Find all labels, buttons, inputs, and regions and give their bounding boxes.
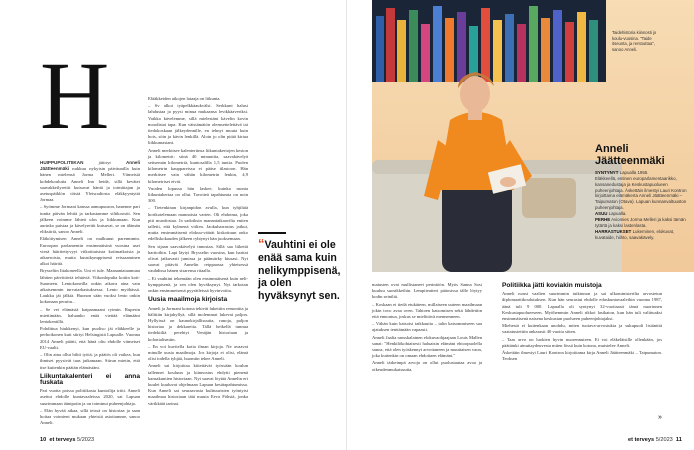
subheading: Politiikka jätti koviakin muistoja: [502, 282, 602, 289]
footer-right: [628, 437, 682, 443]
subheading: Liikuntakalenteri ei anna fuskata: [40, 372, 140, 386]
lead-name: Anneli Jäätteenmäki: [40, 160, 140, 172]
page-spine: [346, 0, 347, 450]
paragraph: Vuoden lopussa hän laskee, kuinka monta liikuntakertaa on ollut. Tavoiteä tapahtumia on noin 300.: [148, 185, 248, 204]
quote-mark-icon: “: [258, 236, 265, 251]
pull-quote: [258, 232, 342, 303]
lead-text: jättiryt: [83, 160, 126, 165]
bio-title: Anneli Jäätteenmäki: [595, 143, 665, 168]
magazine-brand: et terveys: [49, 437, 76, 443]
lead-rest: nukkuu nykyisin päiväunilla kuin hänen mielensä Jorma Melleri. Viimeisiä kohdekoulutta Anneli Inn heidä, sillä kevätet saavakkeilyreitit kutsuvat häntä ja toimittajan ja asetuspäiklön töistä Yleisradiosta eläkkyyntyttä Jormaa.: [40, 166, 140, 203]
page-number: 10: [40, 437, 47, 443]
continue-mark-icon: »: [658, 414, 662, 421]
paragraph: Anneli Jaalia ransskalainen elokuvaohjaajaan Louis Mallen sanat: "Henkilökohtaisesti haluaisin elämäni ehtoopuolella sanoa, että olen työskennyt arvottaneen ja muuttaisen vaon, joka kuitenkin on omaan ehdottaen elämäni.": [372, 334, 482, 359]
paragraph: Anneli sai kirjoittaa kiitettävät työssään koulun tallennet kouluun ja kiinnostus ehdytti pienenä kansakuntien historiaan. Nyt saavat löytää Annelin eri kuulet kuuluvat ohjelmaan Lapuan kesätapahtumissa. Kun Anneli sai seuraavasta kulttuuristen työntyisi maailmaa historiaan tätä muuta Eeva Föhstä, jonka värikkäät tarinat.: [148, 363, 248, 406]
article-column-1: [40, 160, 140, 427]
article-column-4: [502, 280, 662, 363]
article-column-3: [372, 282, 482, 374]
paragraph: Eläköitymisen Anneli on malkunut parenmmin. Euroopan parlamentin ensimmäisinä vuosina usei viesä häiritettyvyyt viikoittaisista kotimatkoista ja aikaeroista, mutta kuusikymppisenä reissaaminen alkoi häiritä.: [40, 236, 140, 267]
bio-row: [595, 176, 687, 211]
paragraph: – Se vei elämästä kaipaamaani rytmin. Rupesin miettimään, haluanko enää viettää elämääni lentokentillä.: [40, 306, 140, 325]
paragraph: – Olin aina ollut hiltti työtä, ja päätös oli vaikea, kun ihmiset pyysivät taas jatkamaan. Siirun mietin, että itse kuitenkin päätän elämästäni.: [40, 352, 140, 370]
bio-label: HARRASTUKSET: [595, 228, 632, 234]
page-number: 11: [675, 437, 682, 443]
bio-row: [595, 217, 687, 229]
issue-number: 5/2023: [77, 437, 95, 443]
lead-label: HUIPPUPOLITIIKAN: [40, 160, 84, 165]
lead-paragraph: [40, 160, 140, 203]
bio-value: Lapualla 1955.: [618, 169, 649, 175]
paragraph: Anneli nousi vaalien suurimmin tutkinnon ja sai ulkoministerilta arvostetun diplomaattikoulutuksen. Kun hän seurastui ehdolle eduskuntavaaleihin vuonna 1987, äänä tuli 9 000. Lapualla oli syntynyt 32-vuotiaasti tämä nuorinnen Keskustapuolueeseen. Myöhemmin Anneli rikkoi lasikaton, kun hän tuli valittuaksi ensimmäisenä naisena keskustan puolueen puheenjohtajaksi.: [502, 291, 662, 322]
painting: [372, 0, 606, 82]
paragraph: Pohdittua hiukkenyi, kun puoliso jäi eläkkeelle ja perhoikonen kuti siirtyi Helsingistä Lapualle. Vuonna 2014 Anneli päätti, että hänä oltu ehdolle viimeiset EU-vaalit.: [40, 326, 140, 350]
quote-text: Vauhtini ei ole enää sama kuin nelikymppisenä, ja olen hyväksynyt sen.: [258, 239, 341, 303]
bio-row: [595, 229, 687, 241]
footer-left: [40, 437, 94, 443]
paragraph: Miehestä ei kuitenkaan unohdu, miten tuotava-arvostukia ja sukupuoli lisiäntttä vaatatustetttin ankarasti 40 vuotta sitten.: [502, 323, 662, 335]
subheading: Uusia maailmoja kirjoista: [148, 296, 228, 304]
issue-number: 5/2023: [655, 437, 673, 443]
paragraph: Äskettäin ilmestyi Lauri Kontron kirjoittama kirja Anneli Jäätteenmäki – Taipumaton. Teoksen: [502, 350, 662, 362]
paragraph: Pari vuotta poissa politiikasta kuntoilija iritti. Anneli asettui ehdolle kuntavaaleissa 2020, sai Lapuan suurimmaan äänipotin ja on toiminut puheenjohtaja.: [40, 388, 140, 406]
paragraph: Anneli ja Jormani kotona tekivät lukettiin remonttia ja hälittiin kirjahyllyä, sillä molemmat lukevat paljon. Hyllyissä on kaunokirjallisuutta, runoja, paljon historiaa ja dekkareita. Tällä hetkellä tunnua tiedekiiltä perehtyi Venäjän historiaan ja kolonialismiin.: [148, 305, 248, 342]
bio-value: Lapualla.: [607, 211, 627, 217]
paragraph: – Tietenkinan kirjanpidon avulla, kun tyhjiltää horikotelemaan mannoista varten. Oli ehdotma, joka piti muodostaa. Ja sadoiksin manantaikaavilta eniten talletti, että kylmenä vitlien. Jaokuharrastus jatkui, mutta ensimmäisenä elokuu-vääräi kiskottuun onko edelliskokauden jälkeen ryhtynyt hän juoksemaan.: [148, 205, 248, 242]
photo-caption: Taidehistoria kiinnosti jo koulu-vuosina. "Taide itseunta, ja rentouttaa", sanoo Anneli.: [612, 30, 657, 52]
bio-text: [595, 170, 687, 241]
article-column-2: [148, 96, 248, 408]
paragraph: Sen sijaan saavakävelyä innostaa. Sillä saa liikettä hartioihin. Lapi läytyi Brysselin vuosina, kun harttat olivat jatkuvasti jumissa ja päänsärky kiusasi. Nyt saavat pitävät Annelin reippaassa yhteisessä vauhdissa hänen sisarensa ritaalla.: [148, 243, 248, 274]
bio-value: Aviomies Jorma Melleri ja kaksi tämän tytärtä ja kaksi lastenlasta.: [595, 217, 686, 228]
paragraph: Anneli merkitsee kalenteriinsa liikuntakertojen keston ja kilometrit: siinä 40 minuuttia, saavakävelyä seitsemän kilometriä, kuntosalilla 1,5 tuntia. Puolen kilometrin kauppareissu ei pääse tilastoon. Hän merkitsee vain vähän kilometrin lenkin, 4,9 kilometriset eivät.: [148, 147, 248, 184]
paragraph: Anneli tärkeimpä arvoja on ollut puolustautaa avoa ja oikeudenmukaisuutta.: [372, 360, 482, 372]
bio-value: Eläkkeellä, entinen europarlamentaarikko, kansanedustaja ja Keskustapuolueen puheenjohtaja. Äskettäin ilmestyi Lauri Kontron kirjoittama elämäkerta Anneli Jäätteenmäki – Taipumaton (Otava). Lapuan kunnanvaltuuston puheenjohtaja.: [595, 175, 687, 211]
bio-label: ASUU: [595, 211, 608, 217]
paragraph: – Taas arvo on luokien hyvin nuorennuteen. Ei voi eläkeläisille ollenkään, jos päättänki ainuttaydeuvesta miten lössä kuin kotona, muistelee Anneli.: [502, 336, 662, 348]
quote-bar: [258, 232, 286, 234]
paragraph: – En voi kuvitella kotia ilman kirjoja. Ne avaavat minulle uusia maailmoja. Jos kirjoja ei olisi, elämä olisi todella tyhjää, huomiin tekee Anneli.: [148, 343, 248, 362]
paragraph: Brysseliin Ittakoneella. Uni ei tule. Maanantaiaamuna lähtien päivittäviä tehtäviä. Viikonlopulta kotiin koti-Suomeen. Lentokoneilla onkin aikava aina vain aikaisemmin turvatarkastuksessa. Lento myöhässä. Laukku jäi jälkiä. Huonon sään vuoksi lento onkin kokonaan peruttu...: [40, 268, 140, 305]
paragraph: Elääkkeiden aikojen lataaja on liikunta.: [148, 96, 221, 101]
paragraph: matusten ovat mullistaneet perintöön. Myös Sanna Sosi kuuluu suosikkeihin. Lempiteatteri pääosissa tälle löytyy kodin seiniltä.: [372, 282, 482, 300]
paragraph: – Vähän kuin katsoisi taikkautta – talin katsommiseen saa ajatuksen tenttämään vapaasti.: [372, 321, 482, 333]
paragraph: – Syömme Jormani kanssa aamupuuron, hanenne pari tuntia päivän lehtiä ja tarkastamme siltikoostit. Sen jälkeen voimme lähteä ulos ja liikkumaan. Kun aurinko paistaa ja kävelyreitit kutsuvat, se on älämän eliksiiriä, sanoo Anneli.: [40, 204, 140, 235]
magazine-brand: et terveys: [628, 437, 655, 443]
bio-value: Lukeminen, elokuvat, kuvataide, hiihto, saavakävely.: [595, 228, 675, 240]
bio-label: SYNTYNYT: [595, 169, 619, 175]
bio-label: PERHE: [595, 217, 611, 223]
dropcap-letter: H: [40, 42, 108, 149]
paragraph: – Elän hyvää aikaa, sillä teissä on historiaa ja saan hoitaa voimieni mukaan yhteisiä asioitamme, sanoo Anneli.: [40, 407, 140, 426]
paragraph: – Ei vauhtini tekemään olen ensimmäisenä kuin neli-kymppisenä, ja sen olen hyväksynyt. Nyt tarkotan onkin ensimmeisenä pyyräileissä hyvinvoitta.: [148, 275, 248, 294]
paragraph: – Sv alkoi tyäpelkkäaukvälsi. Serkkuni halusi lahdustaa ja pyysi minua mukaansa levikkäaveriksi. Vaikka kävelemme, sillä mielestäni kävelin kovin moodistai tapa. Kun väistämätön olemsettelettävä tai tiedokoskaan jälkeydennille, en tehnyt muuta kuin hois, söin ja kävin lenkillä. Aloin jo olin pitää kiriaa liikkumastani.: [148, 103, 248, 146]
paragraph: – Koskaan ei tiedä etukäteen, millaiseen uuteen maailmaan jokin tovo avaa oven. Tahtoen katsomisen sekä lähdettiin että ennoutua, joskus se mielittävä mennenneen.: [372, 301, 482, 320]
bio-box: [595, 143, 687, 241]
